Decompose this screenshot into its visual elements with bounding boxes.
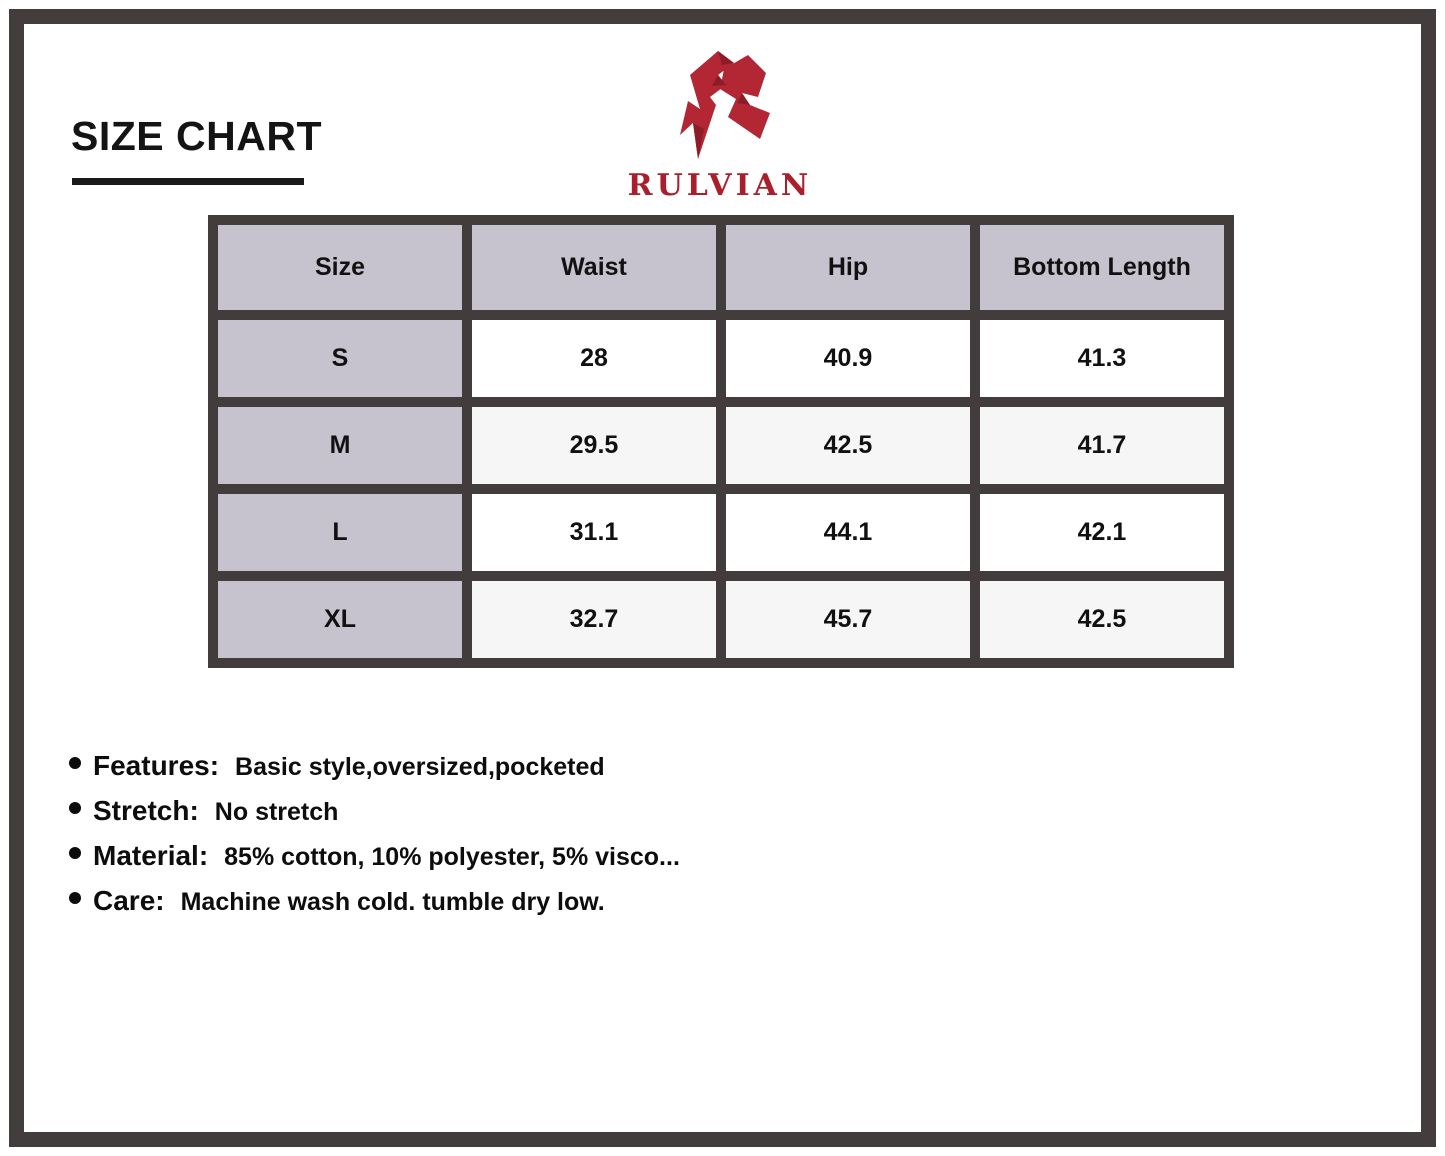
bullet-icon bbox=[69, 757, 81, 769]
cell-waist: 28 bbox=[467, 315, 721, 402]
list-item bbox=[69, 840, 1069, 872]
table-row bbox=[213, 576, 1229, 663]
table-row bbox=[213, 402, 1229, 489]
cell-waist: 29.5 bbox=[467, 402, 721, 489]
table-row bbox=[213, 315, 1229, 402]
list-item bbox=[69, 750, 1069, 782]
size-table-header-row bbox=[213, 220, 1229, 315]
page-title: SIZE CHART bbox=[71, 113, 322, 159]
brand-logo bbox=[592, 44, 848, 203]
title-underline bbox=[72, 178, 304, 185]
size-table bbox=[208, 215, 1234, 668]
detail-value: No stretch bbox=[214, 798, 339, 826]
brand-wordmark: RULVIAN bbox=[627, 168, 813, 203]
cell-hip: 40.9 bbox=[721, 315, 975, 402]
cell-size: XL bbox=[213, 576, 467, 663]
bullet-icon bbox=[69, 892, 81, 904]
cell-waist: 31.1 bbox=[467, 489, 721, 576]
brand-r-icon bbox=[592, 44, 848, 166]
list-item bbox=[69, 885, 1069, 917]
cell-hip: 44.1 bbox=[721, 489, 975, 576]
cell-size: M bbox=[213, 402, 467, 489]
cell-bottom-length: 42.5 bbox=[975, 576, 1229, 663]
detail-value: Machine wash cold. tumble dry low. bbox=[180, 888, 605, 916]
detail-value: Basic style,oversized,pocketed bbox=[235, 753, 605, 781]
list-item bbox=[69, 795, 1069, 827]
cell-size: L bbox=[213, 489, 467, 576]
cell-bottom-length: 41.7 bbox=[975, 402, 1229, 489]
cell-size: S bbox=[213, 315, 467, 402]
detail-label: Material: bbox=[93, 840, 209, 871]
bullet-icon bbox=[69, 802, 81, 814]
cell-waist: 32.7 bbox=[467, 576, 721, 663]
bullet-icon bbox=[69, 847, 81, 859]
header-waist: Waist bbox=[467, 220, 721, 315]
table-row bbox=[213, 489, 1229, 576]
cell-bottom-length: 42.1 bbox=[975, 489, 1229, 576]
detail-label: Features: bbox=[93, 750, 220, 781]
header-size: Size bbox=[213, 220, 467, 315]
detail-label: Stretch: bbox=[93, 795, 199, 826]
header-bottom-length: Bottom Length bbox=[975, 220, 1229, 315]
detail-value: 85% cotton, 10% polyester, 5% visco... bbox=[224, 843, 680, 871]
cell-hip: 45.7 bbox=[721, 576, 975, 663]
cell-bottom-length: 41.3 bbox=[975, 315, 1229, 402]
product-details-list bbox=[69, 750, 1069, 930]
header-hip: Hip bbox=[721, 220, 975, 315]
detail-label: Care: bbox=[93, 885, 165, 916]
cell-hip: 42.5 bbox=[721, 402, 975, 489]
